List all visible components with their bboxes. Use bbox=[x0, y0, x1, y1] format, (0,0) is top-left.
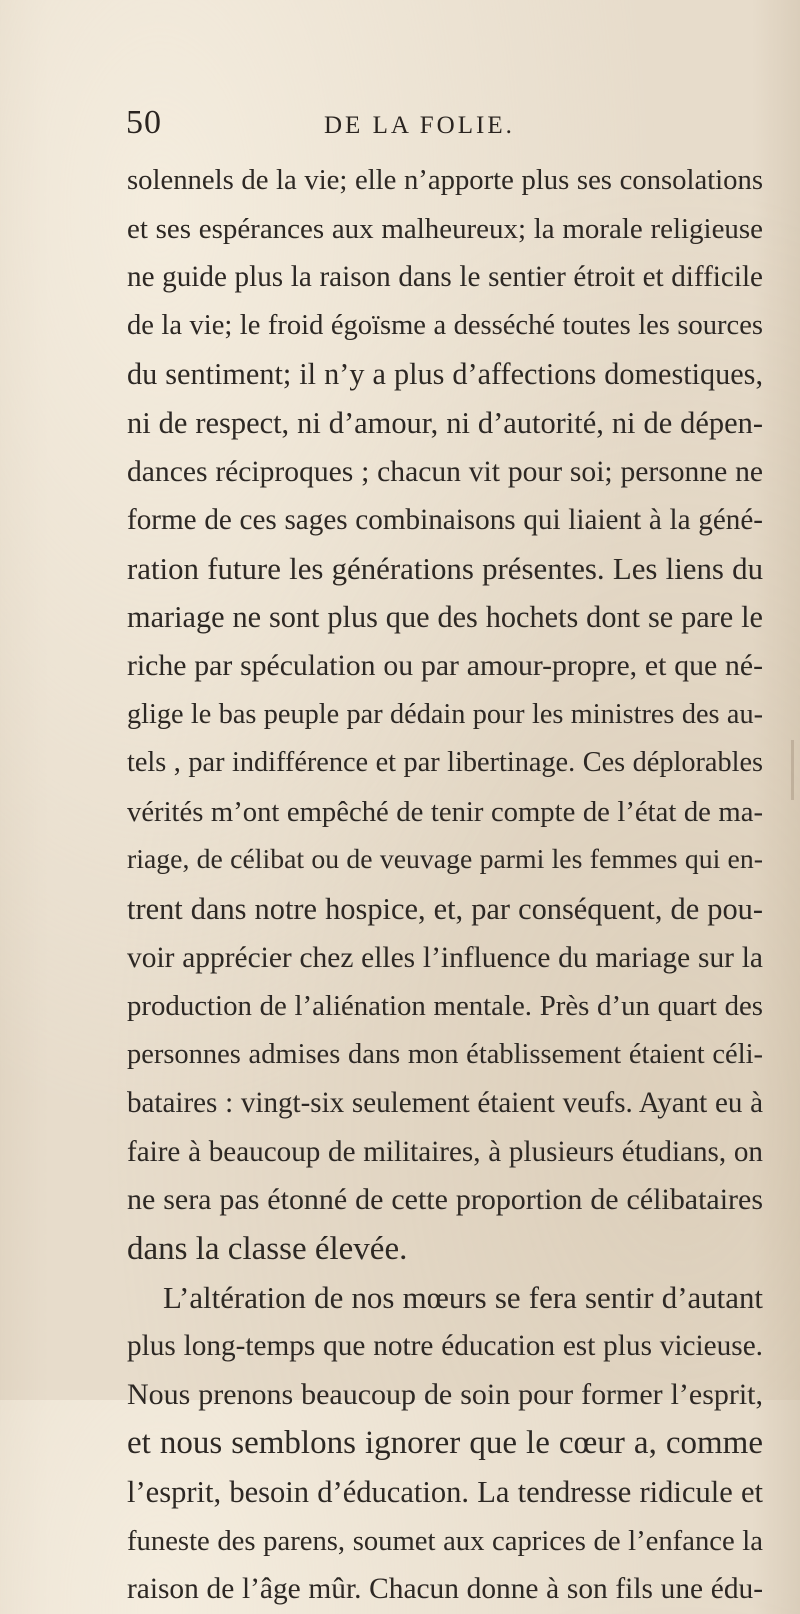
text-line: solennels de la vie; elle n’apporte plus ses consolations bbox=[127, 164, 763, 196]
text-line: et nous semblons ignorer que le cœur a, comme bbox=[127, 1425, 763, 1462]
text-line: plus long-temps que notre éducation est plus vicieuse. bbox=[127, 1330, 763, 1363]
running-head bbox=[126, 104, 766, 144]
text-line: ration future les générations présentes. Les liens du bbox=[127, 550, 763, 586]
text-line: trent dans notre hospice, et, par conséquent, de pou- bbox=[127, 891, 763, 926]
text-line: vérités m’ont empêché de tenir compte de l’état de ma- bbox=[127, 795, 763, 828]
text-line: mariage ne sont plus que des hochets dont se pare le bbox=[127, 600, 763, 635]
text-line: et ses espérances aux malheureux; la morale religieuse bbox=[127, 212, 763, 245]
text-line: dans la classe élevée. bbox=[127, 1231, 408, 1268]
text-line: bataires : vingt-six seulement étaient veufs. Ayant eu à bbox=[127, 1087, 763, 1120]
paragraph-1 bbox=[127, 156, 763, 1274]
text-line: glige le bas peuple par dédain pour les ministres des au- bbox=[127, 698, 763, 730]
text-line: personnes admises dans mon établissement étaient céli- bbox=[127, 1038, 763, 1070]
running-title: DE LA FOLIE. bbox=[324, 112, 515, 139]
text-line: forme de ces sages combinaisons qui liaient à la géné- bbox=[127, 504, 763, 537]
text-line: du sentiment; il n’y a plus d’affections domestiques, bbox=[127, 357, 763, 392]
text-line: riche par spéculation ou par amour-propre, et que né- bbox=[127, 648, 763, 682]
page-number: 50 bbox=[126, 104, 162, 141]
text-line: funeste des parens, soumet aux caprices de l’enfance la bbox=[127, 1524, 763, 1557]
text-line: riage, de célibat ou de veuvage parmi les femmes qui en- bbox=[127, 844, 763, 876]
text-line: L’altération de nos mœurs se fera sentir d’autant bbox=[163, 1279, 763, 1315]
text-line: production de l’aliénation mentale. Près d’un quart des bbox=[127, 990, 763, 1023]
text-line: voir apprécier chez elles l’influence du mariage sur la bbox=[127, 941, 763, 974]
text-line: de la vie; le froid égoïsme a desséché toutes les sources bbox=[127, 309, 763, 341]
text-line: ni de respect, ni d’amour, ni d’autorité, ni de dépen- bbox=[127, 405, 763, 440]
paper-edge-mark bbox=[791, 740, 794, 800]
text-line: Nous prenons beaucoup de soin pour former l’esprit, bbox=[127, 1377, 763, 1411]
text-line: dances réciproques ; chacun vit pour soi; personne ne bbox=[127, 455, 763, 488]
paragraph-2 bbox=[127, 1274, 763, 1614]
text-line: ne sera pas étonné de cette proportion de célibataires bbox=[127, 1183, 763, 1217]
text-line: tels , par indifférence et par libertinage. Ces déplorables bbox=[127, 747, 763, 779]
body-text bbox=[127, 156, 763, 1614]
text-line: faire à beaucoup de militaires, à plusieurs étudians, on bbox=[127, 1135, 763, 1168]
text-line: ne guide plus la raison dans le sentier étroit et difficile bbox=[127, 261, 763, 294]
text-line: l’esprit, besoin d’éducation. La tendresse ridicule et bbox=[127, 1475, 763, 1510]
text-line: raison de l’âge mûr. Chacun donne à son fils une édu- bbox=[127, 1573, 763, 1606]
